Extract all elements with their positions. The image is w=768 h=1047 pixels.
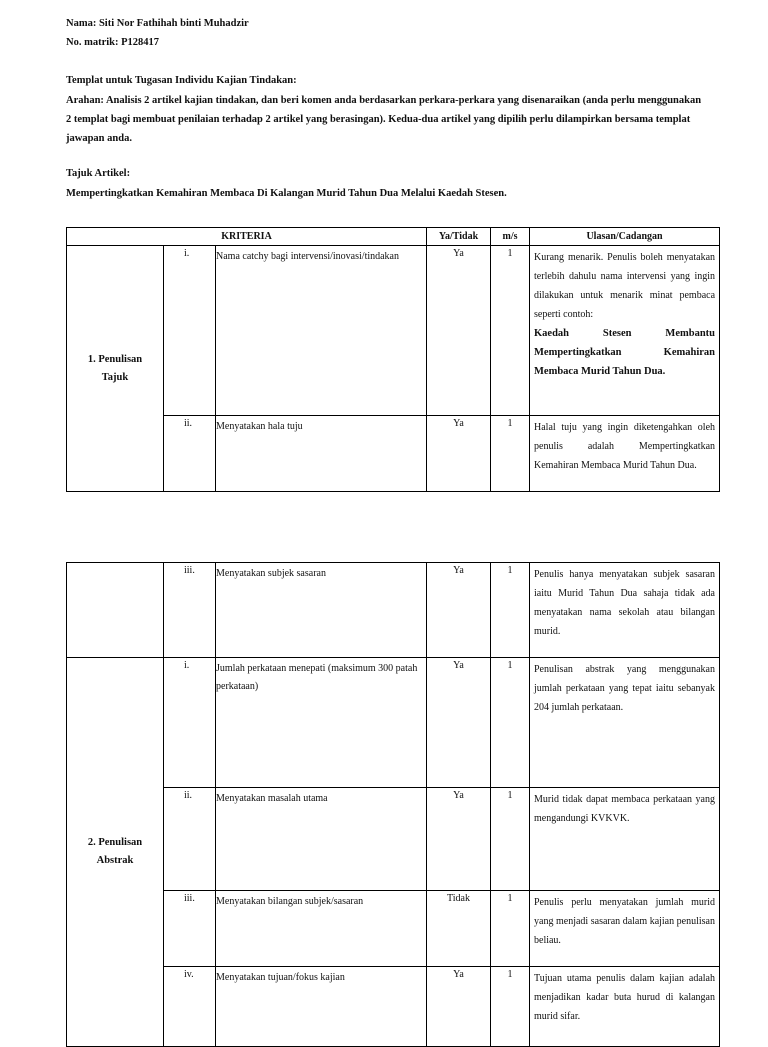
table-row	[67, 891, 720, 967]
page-number: 1	[491, 246, 530, 416]
ulasan-text: Halal tuju yang ingin diketengahkan oleh penulis adalah Mempertingkatkan Kemahiran Membaca Murid Tahun Dua.	[530, 416, 720, 492]
ulasan-text: Murid tidak dapat membaca perkataan yang mengandungi KVKVK.	[530, 788, 720, 891]
article-title-label: Tajuk Artikel:	[66, 168, 131, 179]
ulasan-text: Penulis perlu menyatakan jumlah murid yang menjadi sasaran dalam kajian penulisan beliau.	[530, 891, 720, 967]
criteria-table-1	[66, 227, 720, 492]
instructions-paragraph: Arahan: Analisis 2 artikel kajian tindakan, dan beri komen anda berdasarkan perkara-perkara yang disenaraikan (anda perlu menggunakan 2 templat bagi membuat penilaian terhadap 2 artikel yang berasingan). Kedua-dua artikel yang dipilih perlu dilampirkan bersama templat jawapan anda.	[66, 95, 702, 144]
criteria-table-2	[66, 562, 720, 1047]
ulasan-cell	[530, 246, 720, 416]
table-row	[67, 416, 720, 492]
matric-number: No. matrik: P128417	[66, 37, 160, 48]
criteria-number: iii.	[164, 891, 216, 967]
ulasan-text: Tujuan utama penulis dalam kajian adalah menjadikan kadar buta hurud di kalangan murid sifar.	[530, 967, 720, 1047]
template-title: Templat untuk Tugasan Individu Kajian Tindakan:	[66, 75, 297, 86]
ulasan-text: Penulisan abstrak yang menggunakan jumlah perkataan yang tepat iaitu sebanyak 204 jumlah perkataan.	[530, 658, 720, 788]
ya-tidak-value: Ya	[427, 658, 491, 788]
page-number: 1	[491, 658, 530, 788]
page-number: 1	[491, 967, 530, 1047]
ulasan-example-title: Kaedah Stesen Membantu Mempertingkatkan Kemahiran Membaca Murid Tahun Dua.	[534, 328, 716, 377]
section-label-penulisan-tajuk: 1. Penulisan Tajuk	[67, 246, 164, 492]
header-ya-tidak: Ya/Tidak	[427, 228, 491, 246]
header-kriteria: KRITERIA	[67, 228, 427, 246]
criteria-text: Menyatakan bilangan subjek/sasaran	[216, 891, 427, 967]
table-header-row	[67, 228, 720, 246]
article-title: Mempertingkatkan Kemahiran Membaca Di Kalangan Murid Tahun Dua Melalui Kaedah Stesen.	[66, 188, 507, 199]
criteria-number: iv.	[164, 967, 216, 1047]
criteria-text: Menyatakan hala tuju	[216, 416, 427, 492]
criteria-text: Menyatakan tujuan/fokus kajian	[216, 967, 427, 1047]
section-label-continued	[67, 563, 164, 658]
criteria-text: Menyatakan masalah utama	[216, 788, 427, 891]
ya-tidak-value: Ya	[427, 246, 491, 416]
table-row	[67, 563, 720, 658]
page-number: 1	[491, 891, 530, 967]
page-number: 1	[491, 788, 530, 891]
ya-tidak-value: Ya	[427, 563, 491, 658]
criteria-text: Jumlah perkataan menepati (maksimum 300 patah perkataan)	[216, 658, 427, 788]
ulasan-text: Penulis hanya menyatakan subjek sasaran iaitu Murid Tahun Dua sahaja tidak ada menyatakan nama sekolah atau bilangan murid.	[530, 563, 720, 658]
section-label-penulisan-abstrak: 2. Penulisan Abstrak	[67, 658, 164, 1047]
header-ms: m/s	[491, 228, 530, 246]
table-row	[67, 658, 720, 788]
ya-tidak-value: Ya	[427, 967, 491, 1047]
table-row	[67, 788, 720, 891]
header-ulasan: Ulasan/Cadangan	[530, 228, 720, 246]
criteria-text: Nama catchy bagi intervensi/inovasi/tindakan	[216, 246, 427, 416]
criteria-number: i.	[164, 658, 216, 788]
criteria-number: ii.	[164, 788, 216, 891]
ya-tidak-value: Tidak	[427, 891, 491, 967]
ya-tidak-value: Ya	[427, 416, 491, 492]
criteria-number: i.	[164, 246, 216, 416]
criteria-text: Menyatakan subjek sasaran	[216, 563, 427, 658]
ulasan-text: Kurang menarik. Penulis boleh menyatakan terlebih dahulu nama intervensi yang ingin dilakukan untuk menarik minat pembaca seperti contoh:	[534, 252, 716, 320]
table-row	[67, 967, 720, 1047]
criteria-number: ii.	[164, 416, 216, 492]
student-name: Nama: Siti Nor Fathihah binti Muhadzir	[66, 18, 249, 29]
criteria-number: iii.	[164, 563, 216, 658]
page-number: 1	[491, 563, 530, 658]
ya-tidak-value: Ya	[427, 788, 491, 891]
page-number: 1	[491, 416, 530, 492]
table-row	[67, 246, 720, 416]
